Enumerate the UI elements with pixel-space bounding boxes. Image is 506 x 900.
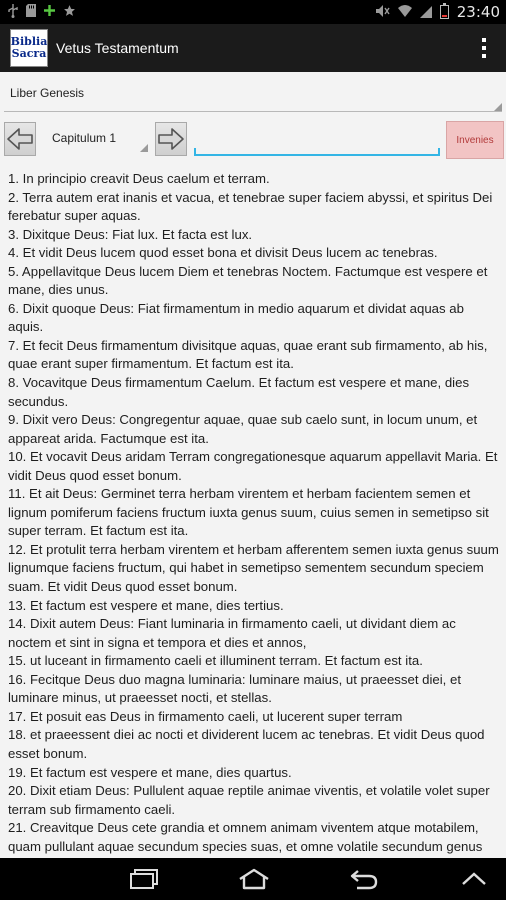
chapter-toolbar — [0, 118, 506, 162]
book-spinner-underline — [4, 111, 502, 112]
clock: 23:40 — [456, 3, 500, 21]
verse-item: 12. Et protulit terra herbam virentem et herbam afferentem semen iuxta genus suum lignumque faciens fructum, qui habet in semetipso sementem secundum speciem suam. Et vidit Deus quod esset bonum. — [8, 541, 499, 595]
status-bar — [0, 0, 506, 24]
verse-item: 17. Et posuit eas Deus in firmamento caeli, ut lucerent super terram — [8, 708, 403, 724]
dropdown-triangle-icon — [140, 144, 148, 152]
app-logo[interactable] — [10, 29, 48, 67]
verse-item: 16. Fecitque Deus duo magna luminaria: luminare maius, ut praeesset diei, et luminare minus, ut praeesset nocti, et stellas. — [8, 671, 462, 706]
sd-card-icon — [26, 4, 36, 20]
plus-icon — [44, 5, 55, 19]
verse-item: 13. Et factum est vespere et mane, dies tertius. — [8, 597, 284, 613]
verse-item: 21. Creavitque Deus cete grandia et omnem animam viventem atque motabilem, quam pullulant aquae secundum species suas, et omne volatile secundum genus — [8, 820, 483, 854]
chapter-spinner[interactable] — [44, 120, 148, 156]
hide-keyboard-icon[interactable] — [458, 866, 490, 892]
verse-item: 4. Et vidit Deus lucem quod esset bona et divisit Deus lucem ac tenebras. — [8, 245, 438, 261]
app-logo-line2: Sacra — [11, 47, 47, 60]
navigation-bar — [0, 858, 506, 900]
verse-item: 15. ut luceant in firmamento caeli et illuminent terram. Et factum est ita. — [8, 653, 423, 669]
star-icon — [63, 4, 76, 20]
home-icon[interactable] — [236, 866, 272, 892]
verse-item: 3. Dixitque Deus: Fiat lux. Et facta est lux. — [8, 226, 253, 242]
recent-apps-icon[interactable] — [128, 866, 162, 892]
back-icon[interactable] — [348, 866, 380, 892]
verse-item: 6. Dixit quoque Deus: Fiat firmamentum in medio aquarum et dividat aquas ab aquis. — [8, 300, 464, 335]
wifi-icon — [398, 5, 412, 20]
verse-item: 10. Et vocavit Deus aridam Terram congregationesque aquarum appellavit Maria. Et vidit Deus quod esset bonum. — [8, 449, 498, 483]
next-chapter-button[interactable] — [155, 122, 187, 156]
status-icons-right — [376, 3, 500, 21]
chapter-spinner-value: Capitulum 1 — [52, 131, 117, 145]
search-input-edge-left — [194, 148, 196, 156]
usb-icon — [8, 4, 18, 21]
book-spinner[interactable] — [0, 80, 506, 114]
verse-item: 5. Appellavitque Deus lucem Diem et tenebras Noctem. Factumque est vespere et mane, dies unus. — [8, 263, 488, 298]
action-bar — [0, 24, 506, 72]
search-input[interactable] — [194, 124, 440, 156]
previous-chapter-button[interactable] — [4, 122, 36, 156]
verse-item: 11. Et ait Deus: Germinet terra herbam virentem et herbam facientem semen et lignum pomiferum faciens fructum iuxta genus suum, cuius semen in semetipso sit super terram. Et factum est ita. — [8, 486, 489, 539]
verse-item: 19. Et factum est vespere et mane, dies quartus. — [8, 764, 292, 780]
search-input-edge-right — [438, 148, 440, 156]
overflow-menu-icon[interactable] — [480, 38, 488, 58]
verse-list[interactable] — [8, 170, 502, 858]
arrow-right-icon — [157, 127, 185, 151]
dropdown-triangle-icon — [494, 103, 502, 111]
verse-item: 7. Et fecit Deus firmamentum divisitque aquas, quae erant sub firmamento, ab his, quae erant super firmamentum. Et factum est ita. — [8, 337, 488, 372]
verse-item: 8. Vocavitque Deus firmamentum Caelum. Et factum est vespere et mane, dies secundus. — [8, 375, 470, 409]
verse-item: 9. Dixit vero Deus: Congregentur aquae, quae sub caelo sunt, in locum unum, et appareat arida. Factumque est ita. — [8, 412, 478, 446]
find-button[interactable]: Invenies — [446, 121, 504, 159]
verse-item: 20. Dixit etiam Deus: Pullulent aquae reptile animae viventis, et volatile volet super terram sub firmamento caeli. — [8, 783, 490, 817]
status-icons-left — [8, 4, 76, 21]
verse-item: 18. et praeessent diei ac nocti et dividerent lucem ac tenebras. Et vidit Deus quod esset bonum. — [8, 727, 485, 761]
arrow-left-icon — [6, 127, 34, 151]
verse-item: 2. Terra autem erat inanis et vacua, et tenebrae super faciem abyssi, et spiritus Dei ferebatur super aquas. — [8, 189, 493, 224]
mute-icon — [376, 5, 390, 20]
signal-icon — [420, 6, 432, 18]
battery-icon — [440, 5, 449, 19]
verse-item: 14. Dixit autem Deus: Fiant luminaria in firmamento caeli, ut dividant diem ac noctem et sint in signa et tempora et dies et annos, — [8, 616, 456, 650]
app-title: Vetus Testamentum — [56, 40, 179, 56]
verse-item: 1. In principio creavit Deus caelum et terram. — [8, 171, 270, 186]
book-spinner-value: Liber Genesis — [10, 86, 85, 100]
app-logo-line1: Biblia — [10, 35, 48, 48]
